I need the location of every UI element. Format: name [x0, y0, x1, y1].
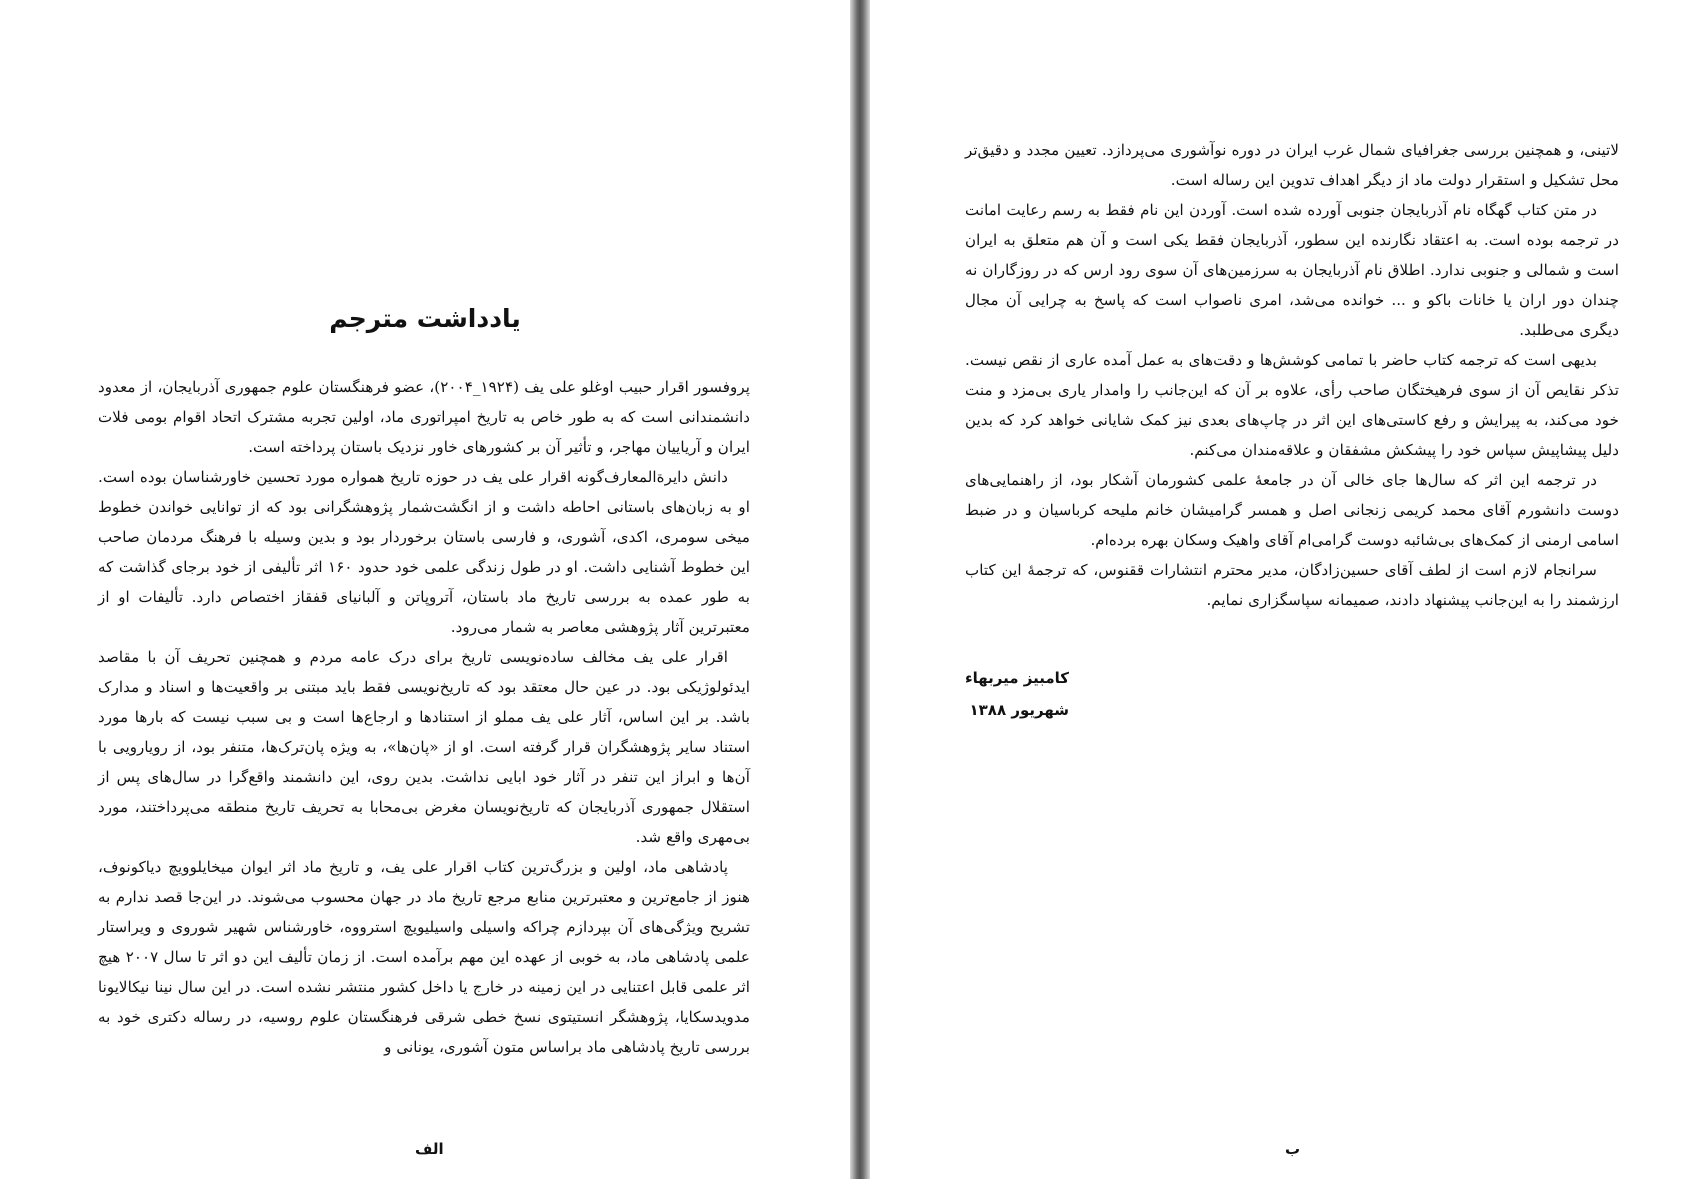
right-page-body: [965, 135, 1619, 615]
paragraph: در ترجمه این اثر که سال‌ها جای خالی آن در جامعهٔ علمی کشورمان آشکار بود، از راهنمایی‌های دوست دانشورم آقای محمد کریمی زنجانی اصل و همسر گرامیشان خانم ملیحه کرباسیان و در ضبط اسامی ارمنی از کمک‌های بی‌شائبه دوست گرامی‌ام آقای واهیک وسکان بهره برده‌ام.: [965, 471, 1619, 549]
translator-name: کامبیز میربهاء: [964, 669, 1069, 687]
paragraph: پادشاهی ماد، اولین و بزرگ‌ترین کتاب اقرار علی یف، و تاریخ ماد اثر ایوان میخایلوویچ دیاکونوف، هنوز از جامع‌ترین و معتبرترین منابع مرجع تاریخ ماد در جهان محسوب می‌شوند. در این‌جا قصد ندارم به تشریح ویژگی‌های آن بپردازم چراکه واسیلی واسیلیویچ استرووه، خاورشناس شهیر شوروی و ویراستار علمی پادشاهی ماد، به خوبی از عهده این مهم برآمده است. از زمان تألیف این دو اثر تا سال ۲۰۰۷ هیچ اثر علمی قابل اعتنایی در این زمینه در خارج یا داخل کشور منتشر نشده است. در این سال نینا نیکالایونا مدویدسکایا، پژوهشگر انستیتوی نسخ خطی شرقی فرهنگستان علوم روسیه، در رساله دکتری خود به بررسی تاریخ پادشاهی ماد براساس متون آشوری، یونانی و: [98, 858, 750, 1056]
right-page: [870, 0, 1699, 1179]
paragraph: پروفسور اقرار حبیب اوغلو علی یف (۱۹۲۴_۲۰۰۴)، عضو فرهنگستان علوم جمهوری آذربایجان، از معدود دانشمندانی است که به طور خاص به تاریخ امپراتوری ماد، اولین تجربه مشترک اتحاد اقوام بومی فلات ایران و آریاییان مهاجر، و تأثیر آن بر کشورهای خاور نزدیک باستان پرداخته است.: [98, 378, 750, 456]
paragraph: بدیهی است که ترجمه کتاب حاضر با تمامی کوشش‌ها و دقت‌های به عمل آمده عاری از نقص نیست. تذکر نقایص آن از سوی فرهیختگان صاحب رأی، علاوه بر آن که این‌جانب را وامدار یاری بی‌مزد و منت خود می‌کند، به پیرایش و رفع کاستی‌های این اثر در چاپ‌های بعدی نیز کمک شایانی خواهد کرد که بدین دلیل پیشاپیش سپاس خود را پیشکش مشفقان و علاقه‌مندان می‌کنم.: [965, 351, 1619, 459]
translator-signature: [965, 662, 1069, 726]
page-number: ب: [1285, 1140, 1301, 1158]
paragraph: لاتینی، و همچنین بررسی جغرافیای شمال غرب ایران در دوره نوآشوری می‌پردازد. تعیین مجدد و دقیق‌تر محل تشکیل و استقرار دولت ماد از دیگر اهداف تدوین این رساله است.: [965, 141, 1619, 189]
page-number: الف: [415, 1140, 444, 1158]
left-page-body: [98, 372, 750, 1062]
paragraph: دانش دایرةالمعارف‌گونه اقرار علی یف در حوزه تاریخ همواره مورد تحسین خاورشناسان بوده است. او به زبان‌های باستانی احاطه داشت و از انگشت‌شمار پژوهشگرانی بود که از توانایی خواندن خطوط میخی سومری، اکدی، آشوری، و فارسی باستان برخوردار بود و بدین وسیله با فرهنگ مردمان صاحب این خطوط آشنایی داشت. او در طول زندگی علمی خود حدود ۱۶۰ اثر تألیفی از خود برجای گذاشت که به طور عمده به بررسی تاریخ ماد باستان، آتروپاتن و آلبانیای قفقاز اختصاص دارد. تألیفات او از معتبرترین آثار پژوهشی معاصر به شمار می‌رود.: [98, 468, 750, 636]
book-gutter: [850, 0, 870, 1179]
signature-date: شهریور ۱۳۸۸: [969, 701, 1069, 719]
paragraph: سرانجام لازم است از لطف آقای حسین‌زادگان، مدیر محترم انتشارات ققنوس، که ترجمهٔ این کتاب ارزشمند را به این‌جانب پیشنهاد دادند، صمیمانه سپاسگزاری نمایم.: [965, 561, 1619, 609]
page-title: یادداشت مترجم: [329, 304, 521, 333]
paragraph: اقرار علی یف مخالف ساده‌نویسی تاریخ برای درک عامه مردم و همچنین تحریف آن با مقاصد ایدئولوژیکی بود. در عین حال معتقد بود که تاریخ‌نویسی فقط باید مبتنی بر واقعیت‌ها و اسناد و مدارک باشد. بر این اساس، آثار علی یف مملو از استنادها و ارجاع‌ها است و بی سبب نیست که بارها مورد استناد سایر پژوهشگران قرار گرفته است. او از «پان‌ها»، به ویژه پان‌ترک‌ها، متنفر بود، از رویارویی با آن‌ها و ابراز این تنفر در آثار خود ابایی نداشت. بدین روی، این دانشمند واقع‌گرا در سال‌های پس از استقلال جمهوری آذربایجان که تاریخ‌نویسان مغرض بی‌محابا به تحریف تاریخ منطقه می‌پرداختند، مورد بی‌مهری واقع شد.: [98, 648, 750, 846]
paragraph: در متن کتاب گهگاه نام آذربایجان جنوبی آورده شده است. آوردن این نام فقط به رسم رعایت امانت در ترجمه بوده است. به اعتقاد نگارنده این سطور، آذربایجان فقط یکی است و آن هم متعلق به ایران است و شمالی و جنوبی ندارد. اطلاق نام آذربایجان به سرزمین‌های آن سوی رود ارس که در روزگاران نه چندان دور اران یا خانات باکو و ... خوانده می‌شد، امری ناصواب است که پاسخ به چرایی آن مجال دیگری می‌طلبد.: [965, 201, 1619, 339]
